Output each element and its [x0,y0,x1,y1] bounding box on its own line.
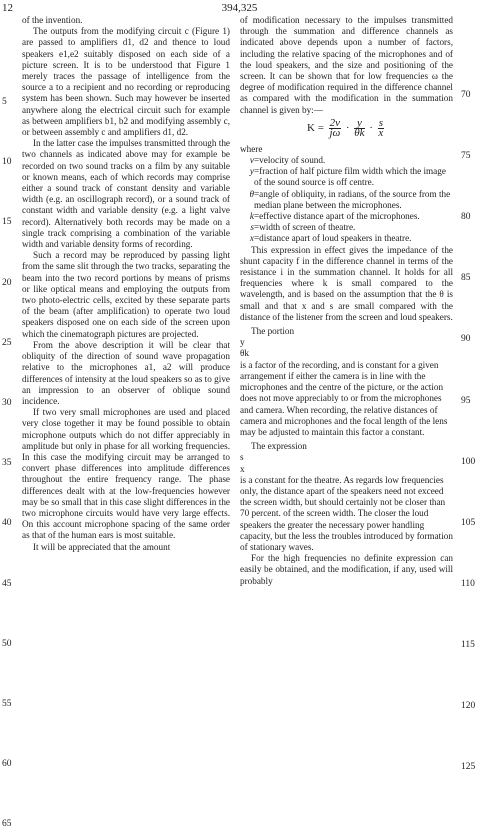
line-number: 30 [2,398,12,408]
formula-lhs: K = [307,121,324,134]
line-number: 15 [2,217,12,228]
definition-text: =velocity of sound. [254,155,326,166]
line-number: 50 [2,638,12,649]
definition-item [240,155,453,166]
denominator: θk [354,126,365,139]
numerator: 2v [329,116,341,129]
definition-symbol: θ [249,188,254,199]
line-number: 120 [461,701,476,711]
dot-operator: · [345,121,350,134]
definition-symbol: s [250,222,254,233]
text: is a factor of the recording, and is constant for a given arrangement if either the camera is in line with the microphones and the centre of the picture, or the action does not move appreciably to or from the microphones and camera. When recording, the relative distances of camera and microphones and the focal length of the lens may be adjusted to maintain this factor a constant. [240,359,448,437]
line-number: 90 [461,334,471,345]
paragraph: of the invention. [22,15,83,25]
paragraph [240,441,453,452]
line-number: 95 [461,395,471,406]
definition-text: =width of screen of theatre. [254,222,356,233]
paragraph: It will be appreciated that the amount [33,541,171,552]
paragraph: In the latter case the impulses transmitted through the two channels as indicated above may for example be recorded on two sound tracks on a film by any suitable or known means, each of which records may comprise either a sound track of constant density and variable width (e.g. an oscillograph record), or a sound track of constant width and variable density (e.g. a light valve record). Alternatively both records may be made on a single track comprising a combination of the variable width and variable density forms of recording. [22,138,230,250]
definition-text: =distance apart of loud speakers in theatre. [254,233,412,244]
page-number: 12 [2,2,13,14]
numerator: s [378,116,383,129]
fraction [329,116,341,139]
definition-item [240,189,453,211]
dot-operator: · [369,121,373,134]
line-number: 45 [2,578,12,589]
line-number: 100 [461,456,476,467]
line-number: 125 [461,762,476,773]
fraction [354,116,365,139]
denominator: jω [329,126,341,139]
left-column [22,15,230,553]
definitions-list [240,155,453,245]
line-number: 105 [461,517,476,528]
line-number: 110 [461,578,475,589]
line-number: 10 [2,157,12,168]
paragraph: of modification necessary to the impulses transmitted through the summation and difference channels as indicated above depends upon a number of factors, including the relative spacing of the microphones and of the loud speakers, and the size and positioning of the screen. It can be shown that for low frequencies ω the degree of modification required in the difference channel as compared with the modification in the summation channel is given by:— [240,15,453,115]
numerator: y [354,119,364,129]
denominator: θk [240,348,249,359]
paragraph: The outputs from the modifying circuit c (Figure 1) are passed to amplifiers d1, d2 and thence to loud speakers e1,e2 suitably disposed on each side of a picture screen. It is to be understood that Figure 1 merely traces the passage of intelligence from the source a to a recipient and no recording or reproducing system has been shown. Such may however be inserted anywhere along the electrical circuit such for example as between amplifiers b1, b2 and modifying assembly c, or between assembly c and amplifiers d1, d2. [22,26,230,138]
line-number: 20 [2,277,12,288]
line-number: 40 [2,518,12,529]
right-column [240,15,453,587]
definition-item [240,233,453,244]
paragraph: For the high frequencies no definite expression can easily be obtained, and the modification, if any, used will probably [240,553,453,586]
formula [240,116,453,139]
line-number: 75 [461,151,471,162]
text: is a constant for the theatre. As regards low frequencies only, the distance apart of the speakers need not exceed the screen width, but should certainly not be closer than 70 percent. of the screen width. The closer the loud speakers the greater the necessary power handling capacity, but the less the troubles introduced by formation of stationary waves. [240,474,453,552]
fraction [378,116,384,139]
paragraph: From the above description it will be clear that obliquity of the direction of sound wave propagation relative to the microphones a1, a2 will produce differences of intensity at the loud speakers so as to give an impression to an observer of oblique sound incidence. [22,339,230,406]
line-number: 35 [2,458,12,469]
line-number: 80 [461,212,471,223]
definition-symbol: x [249,233,254,244]
definition-symbol: y [249,166,254,177]
definition-symbol: v [249,155,254,166]
numerator: y [240,337,245,348]
denominator: x [240,463,245,474]
paragraph: This expression in effect gives the impedance of the shunt capacity f in the difference channel in terms of the resistance i in the summation channel. It holds for all frequencies where k is small compared to the wavelength, and is based on the assumption that the θ is small and that x and s are small compared with the distance of the listener from the screen and loud speakers. [240,244,453,322]
text: The portion [251,326,295,337]
text: The expression [251,441,307,452]
denominator: x [378,126,384,139]
definition-item [240,211,453,222]
line-number: 55 [2,699,12,709]
paragraph: Such a record may be reproduced by passing light from the same slit through the two tracks, separating the beam into the two record portions by means of prisms or like optical means and employing the outputs from two photo-electric cells, excited by these separate parts of the beam (after amplification) to operate two loud speakers disposed one on each side of the screen upon which the cinematograph pictures are projected. [22,250,230,339]
line-number: 70 [461,90,471,100]
paragraph [240,326,453,337]
paragraph: If two very small microphones are used and placed very close together it may be found possible to obtain microphone outputs which do not differ appreciably in amplitude but only in phase for all working frequencies. In this case the modifying circuit may be arranged to convert phase differences into amplitude differences throughout the entire frequency range. The phase differences dealt with at the low-frequencies however may be so small that in this case slight differences in the two microphone circuits would have very large effects. On this account microphone spacing of the same order as that of the human ears is most suitable. [22,407,230,541]
where-label: where [240,143,263,154]
definition-text: =effective distance apart of the microphones. [254,211,420,222]
definition-item [240,222,453,233]
patent-number: 394,325 [221,2,258,14]
line-number: 60 [2,759,12,770]
line-number: 25 [2,337,12,348]
line-number: 85 [461,273,471,284]
numerator: s [240,452,244,463]
definition-text: =fraction of half picture film width which the image of the sound source is off centre. [254,166,446,188]
line-number: 115 [461,639,475,650]
definition-symbol: k [249,211,254,222]
line-number: 65 [2,819,12,829]
definition-text: =angle of obliquity, in radians, of the source from the median plane between the microphones. [254,188,451,210]
line-number: 5 [2,97,7,107]
definition-item [240,166,453,188]
